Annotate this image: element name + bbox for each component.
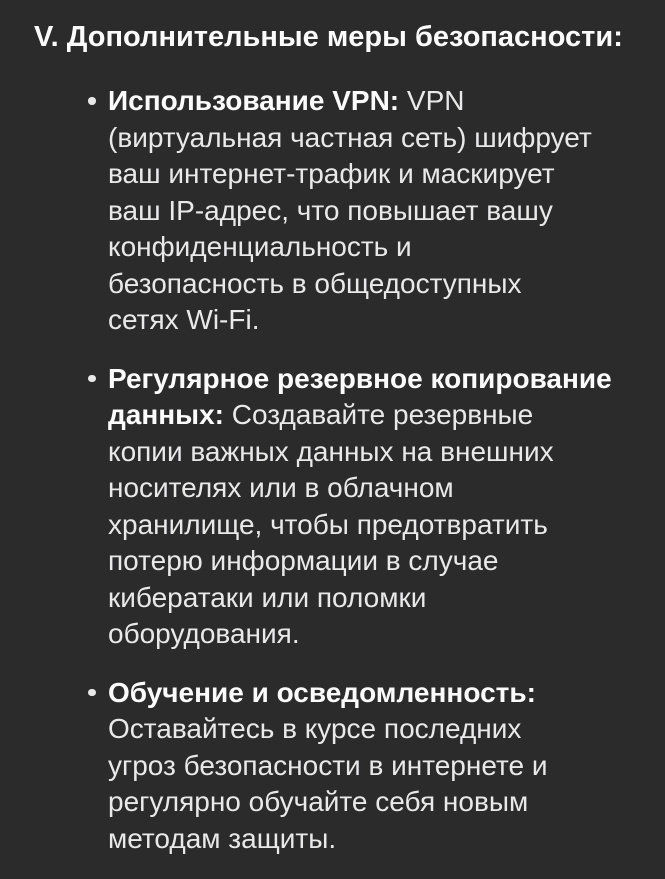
text-line [108,361,630,398]
text-run: оборудования. [108,618,300,649]
list-item-education [108,675,630,858]
text-run: носителях или в облачном [108,472,454,503]
bold-run: данных: [108,399,224,430]
bold-run: Использование VPN: [108,85,400,116]
text-run: VPN [399,85,465,116]
text-line [108,675,630,712]
text-line [108,543,630,580]
bullet-marker [88,375,96,383]
list-item-backup [108,361,630,653]
text-line [108,580,630,617]
text-run: хранилище, чтобы предотвратить [108,508,548,540]
text-line [108,711,630,748]
text-line [108,83,630,120]
text-line [108,397,630,434]
text-run: кибератаки или поломки [108,581,427,613]
bullet-marker [88,97,96,105]
text-line [108,470,630,507]
document-view [0,19,665,879]
text-run: (виртуальная частная сеть) шифрует [108,121,592,153]
text-run: методам защиты. [108,822,337,854]
text-run: сетях Wi-Fi. [108,304,260,335]
text-line [108,507,630,544]
text-line [108,302,630,339]
bold-run: Обучение и осведомленность: [108,676,536,708]
bold-run: Регулярное резервное копирование [108,362,612,394]
text-run: ваш интернет-трафик и маскирует [108,158,555,189]
text-line [108,266,630,303]
text-line [108,748,630,785]
text-line [108,156,630,193]
text-line [108,616,630,653]
text-line [108,193,630,230]
text-run: потерю информации в случае [108,545,499,576]
section-heading: V. Дополнительные меры безопасности: [34,21,623,53]
text-line [108,120,630,157]
bullet-marker [88,689,96,697]
text-line [108,784,630,821]
text-run: Создавайте резервные [223,399,534,430]
list-item-vpn [108,83,630,339]
security-measures-list [108,83,630,857]
text-line [108,434,630,471]
text-line [108,229,630,266]
text-run: Оставайтесь в курсе последних [108,713,522,744]
text-run: копии важных данных на внешних [108,435,554,467]
text-line [108,821,630,858]
text-run: безопасность в общедоступных [108,267,522,299]
text-run: конфиденциальность и [108,231,412,262]
text-run: угроз безопасности в интернете и [108,749,548,781]
text-run: ваш IP-адрес, что повышает вашу [108,194,553,226]
text-run: регулярно обучайте себя новым [108,786,529,817]
